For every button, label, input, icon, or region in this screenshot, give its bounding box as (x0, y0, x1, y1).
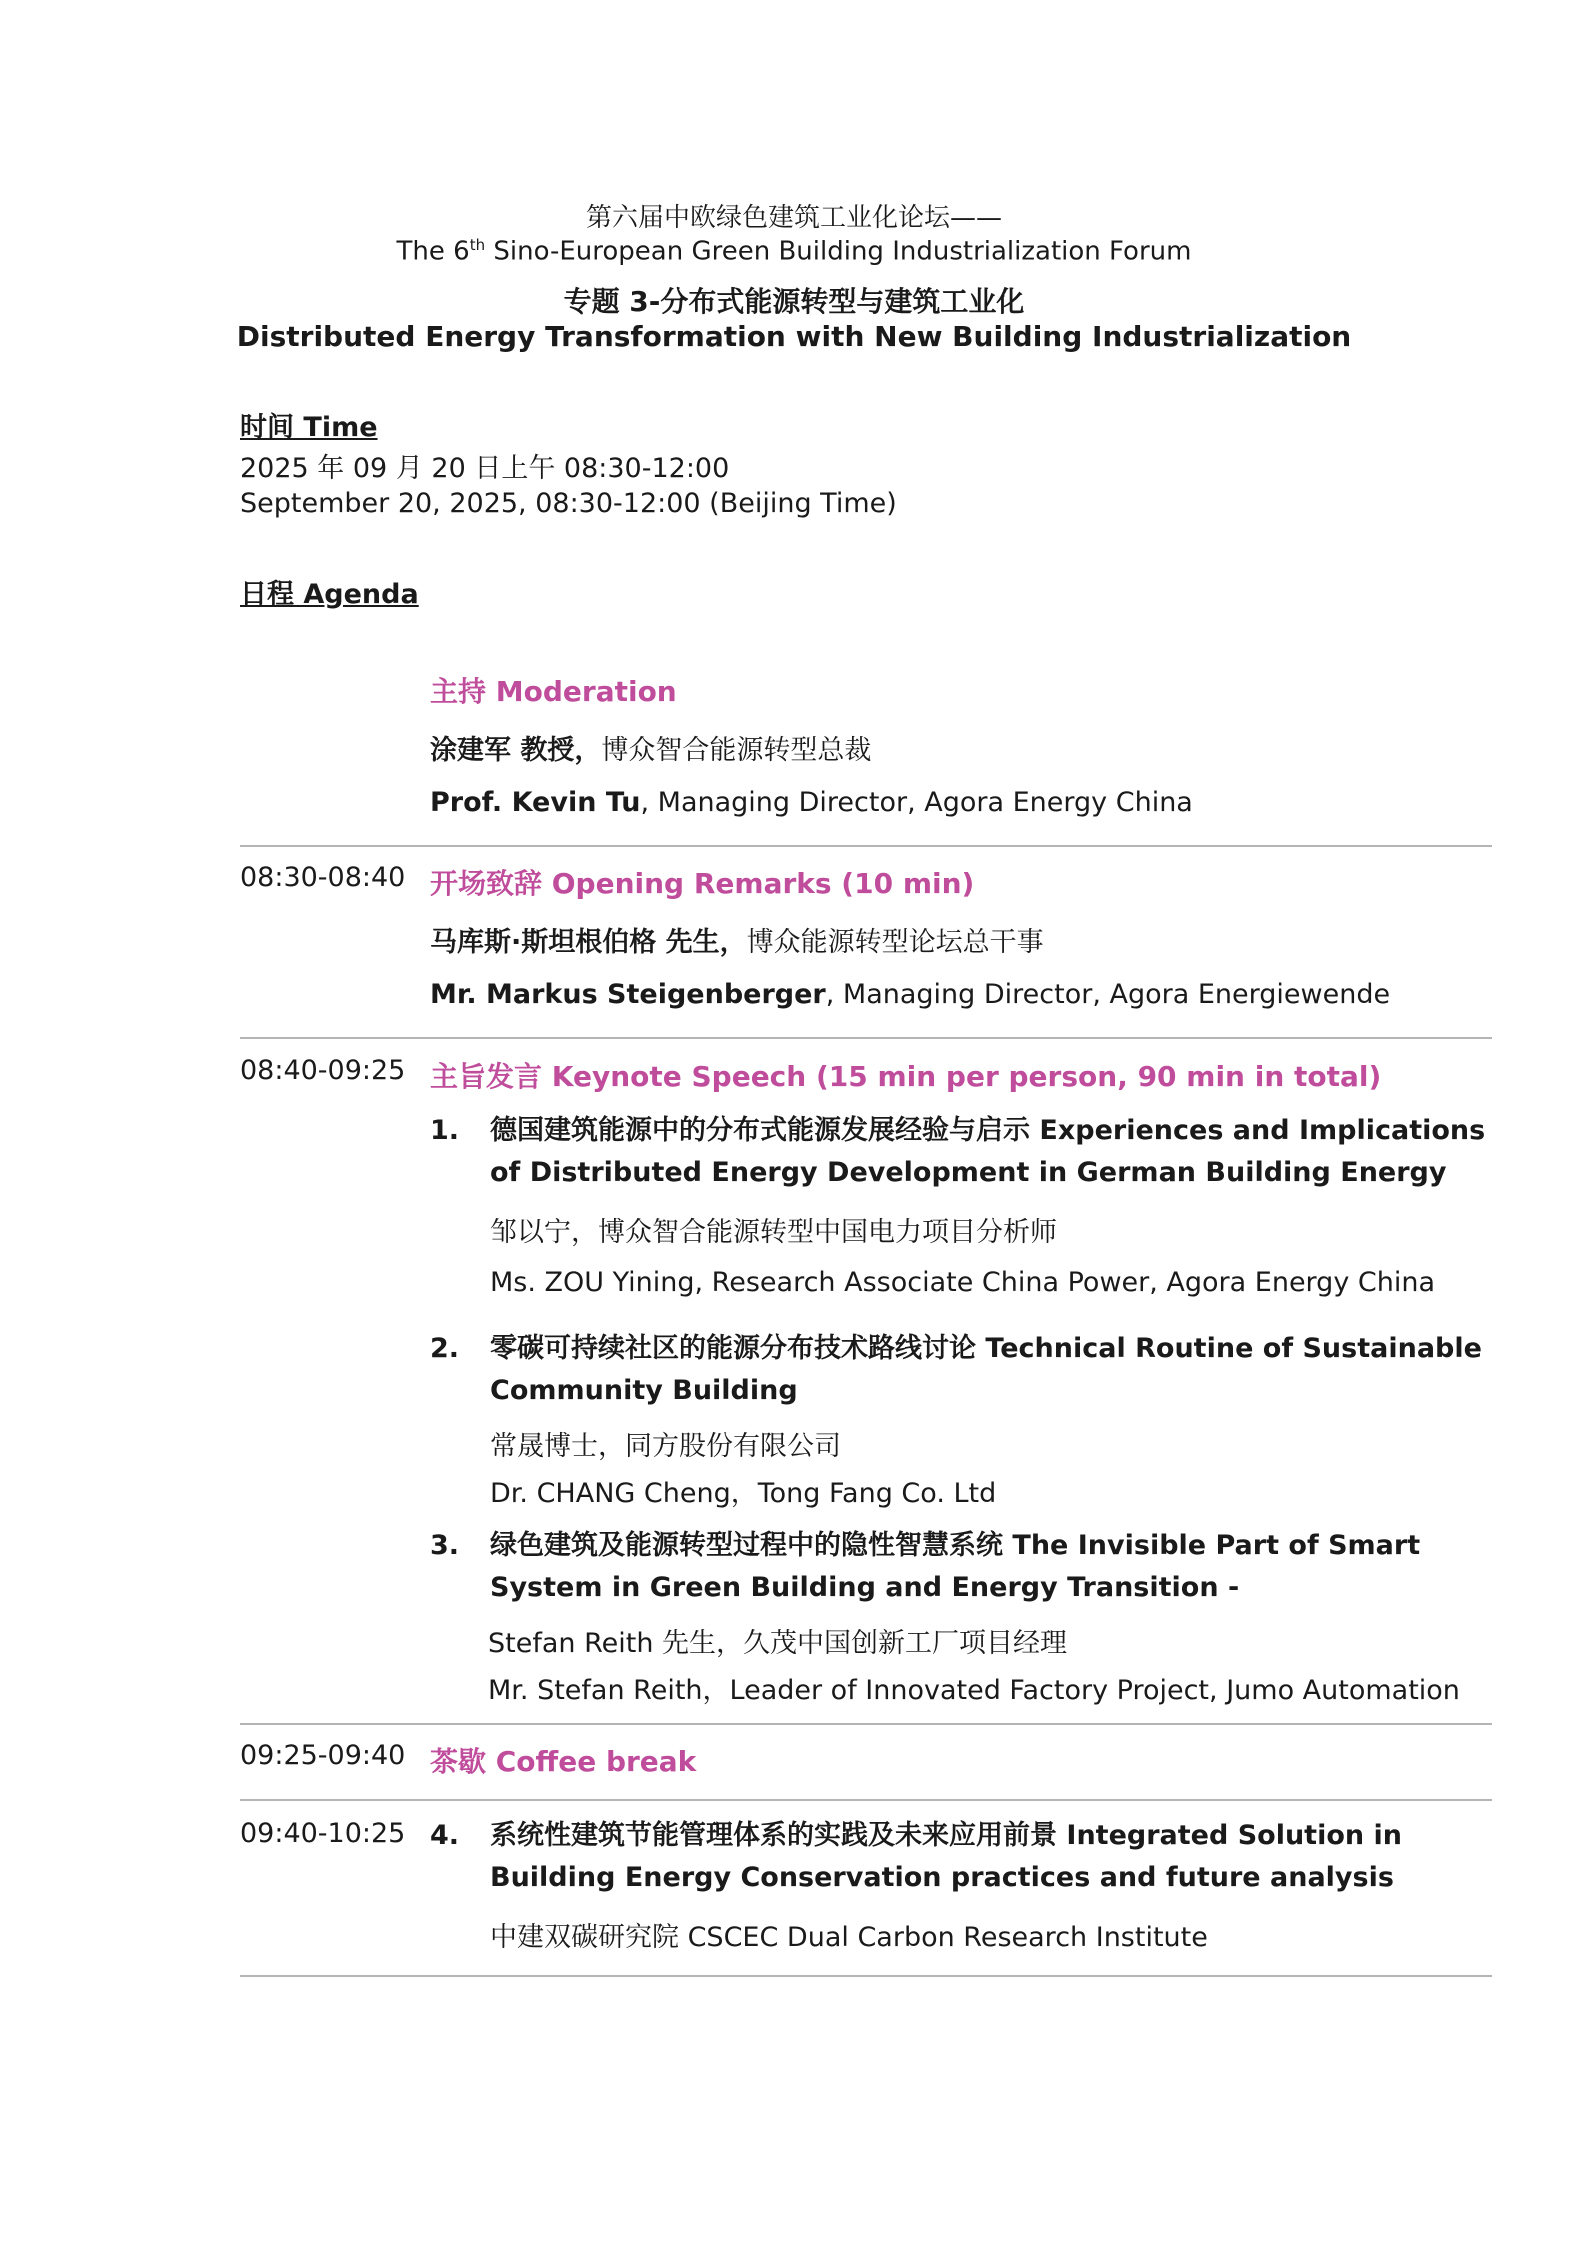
coffee-time: 09:25-09:40 (240, 1740, 406, 1771)
item-title: 绿色建筑及能源转型过程中的隐性智慧系统 The Invisible Part of Smart System in Green Building and Energy Transition - (490, 1530, 1421, 1603)
coffee-label: 茶歇 Coffee break (430, 1745, 697, 1778)
opening-speaker-cn: 马库斯·斯坦根伯格 先生，博众能源转型论坛总干事 (430, 927, 1044, 958)
divider (240, 1799, 1492, 1801)
item-title: 德国建筑能源中的分布式能源发展经验与启示 Experiences and Implications of Distributed Energy Development in German Building Energy (490, 1115, 1486, 1188)
item-number: 1. (430, 1115, 460, 1146)
item-speaker-cn: 常晟博士，同方股份有限公司 (490, 1431, 841, 1462)
opening-time: 08:30-08:40 (240, 862, 406, 893)
divider (240, 1037, 1492, 1039)
divider (240, 1975, 1492, 1977)
topic-title-cn: 专题 3-分布式能源转型与建筑工业化 (563, 285, 1025, 318)
item-number: 2. (430, 1333, 460, 1364)
item-speaker: 中建双碳研究院 CSCEC Dual Carbon Research Institute (490, 1922, 1208, 1953)
moderator-cn: 涂建军 教授，博众智合能源转型总裁 (430, 735, 872, 766)
forum-title-en-post: Sino-European Green Building Industrialization Forum (485, 236, 1192, 267)
forum-title-en-sup: th (469, 236, 486, 254)
opening-speaker-en: Mr. Markus Steigenberger, Managing Director, Agora Energiewende (430, 979, 1391, 1010)
keynote-label: 主旨发言 Keynote Speech (15 min per person, 90 min in total) (430, 1060, 1382, 1093)
keynote-time: 08:40-09:25 (240, 1055, 406, 1086)
opening-label: 开场致辞 Opening Remarks (10 min) (430, 867, 975, 900)
item-speaker-en: Ms. ZOU Yining, Research Associate China Power, Agora Energy China (490, 1267, 1435, 1298)
item-number: 3. (430, 1530, 460, 1561)
time-line-cn: 2025 年 09 月 20 日上午 08:30-12:00 (240, 453, 730, 484)
item-speaker-en: Dr. CHANG Cheng，Tong Fang Co. Ltd (490, 1478, 997, 1509)
item-number: 4. (430, 1820, 460, 1851)
divider (240, 1723, 1492, 1725)
item-speaker-cn: Stefan Reith 先生，久茂中国创新工厂项目经理 (488, 1628, 1068, 1659)
agenda-heading: 日程 Agenda (240, 579, 419, 610)
item-title: 零碳可持续社区的能源分布技术路线讨论 Technical Routine of Sustainable Community Building (490, 1333, 1482, 1406)
item-speaker-cn: 邹以宁，博众智合能源转型中国电力项目分析师 (490, 1217, 1057, 1248)
forum-title-en-pre: The 6 (396, 236, 470, 267)
time-heading: 时间 Time (240, 412, 378, 443)
topic-title-en: Distributed Energy Transformation with New Building Industrialization (236, 320, 1352, 353)
item-title: 系统性建筑节能管理体系的实践及未来应用前景 Integrated Solution in Building Energy Conservation practices and future analysis (490, 1820, 1402, 1893)
time-line-en: September 20, 2025, 08:30-12:00 (Beijing Time) (240, 488, 897, 519)
item-speaker-en: Mr. Stefan Reith，Leader of Innovated Factory Project, Jumo Automation (488, 1675, 1460, 1706)
session4-time: 09:40-10:25 (240, 1818, 406, 1849)
divider (240, 845, 1492, 847)
moderation-label: 主持 Moderation (430, 675, 677, 708)
moderator-en: Prof. Kevin Tu, Managing Director, Agora Energy China (430, 787, 1193, 818)
forum-title-en (0, 236, 1588, 267)
forum-title-cn: 第六届中欧绿色建筑工业化论坛—— (585, 203, 1002, 233)
